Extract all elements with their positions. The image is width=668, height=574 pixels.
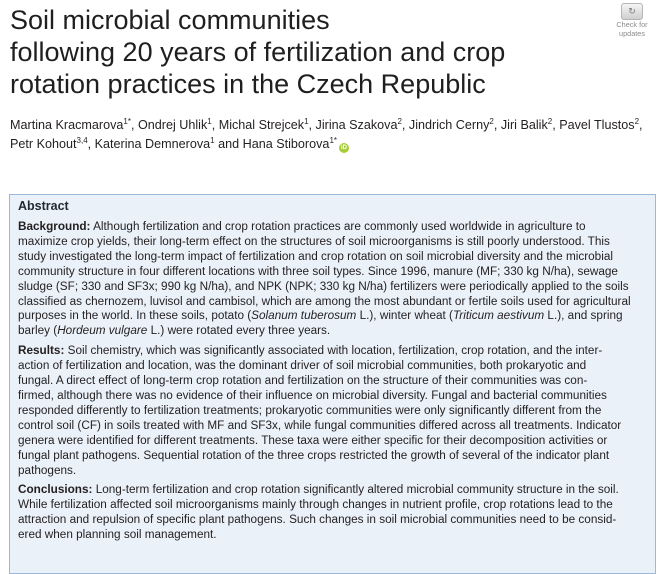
check-updates-label: Check for: [616, 20, 648, 29]
abstract-line: firmed, although there was no evidence of their influence on microbial diversity. Fungal and bacterial communities: [18, 388, 607, 402]
orcid-icon[interactable]: iD: [341, 145, 347, 151]
author-name[interactable]: Pavel Tlustos: [559, 118, 635, 132]
abstract-line: pathogens.: [18, 463, 77, 477]
abstract-line: genera were identified for different treatments. These taxa were either specific for their decomposition activities or: [18, 433, 608, 447]
check-updates-label: updates: [619, 29, 645, 38]
abstract-line: responded differently to fertilization treatments; prokaryotic communities were only significantly different from the: [18, 403, 602, 417]
abstract-line: fungal plant pathogens. Sequential rotation of the three crops restricted the growth of several of the indicator plant: [18, 448, 610, 462]
author-list: [10, 116, 660, 154]
title-line: rotation practices in the Czech Republic: [10, 69, 486, 99]
abstract-results-section: [18, 344, 654, 478]
abstract-line: purposes in the world. In these soils, potato (Solanum tuberosum L.), winter wheat (Triticum aestivum L.), and spring: [18, 309, 623, 323]
abstract-conclusions-section: [18, 483, 654, 543]
check-updates-badge-icon: ↻: [621, 3, 643, 20]
check-for-updates-button[interactable]: [612, 3, 652, 38]
author-affiliation: 1: [210, 135, 215, 145]
abstract-background-section: [18, 220, 654, 339]
author-name[interactable]: Jindrich Cerny: [408, 118, 490, 132]
abstract-line: control soil (CF) in soils treated with MF and SF3x, while fungal communities differed across all treatments. Indicator: [18, 418, 622, 432]
author-affiliation: 2: [489, 116, 494, 126]
species-name: Hordeum vulgare: [57, 324, 148, 338]
abstract-line: fungal. A direct effect of long-term crop rotation and fertilization on the structure of their communities was con-: [18, 374, 588, 388]
title-line: Soil microbial communities: [10, 5, 330, 35]
author-affiliation: 1: [304, 116, 309, 126]
author-name[interactable]: Hana Stiborova: [242, 137, 330, 151]
abstract-line: study investigated the long-term impact of fertilization and crop rotation on soil microbial diversity and the microbial: [18, 249, 613, 263]
author-name[interactable]: Jiri Balik: [500, 118, 548, 132]
abstract-line: community structure in four different locations with three soil types. Since 1996, manure (MF; 330 kg N/ha), sewage: [18, 264, 618, 278]
section-label: Results:: [18, 344, 65, 358]
author-name[interactable]: Petr Kohout: [10, 137, 77, 151]
author-affiliation: 1: [207, 116, 212, 126]
author-affiliation: 3,4: [76, 135, 88, 145]
paper-title: [10, 4, 600, 100]
abstract-body: [18, 220, 654, 548]
species-name: Solanum tuberosum: [251, 309, 357, 323]
species-name: Triticum aestivum: [452, 309, 545, 323]
author-affiliation: 2: [397, 116, 402, 126]
abstract-line: Background: Although fertilization and crop rotation practices are commonly used worldwide in agriculture to: [18, 220, 586, 233]
abstract-line: classified as chernozem, luvisol and cambisol, which are among the most abundant or fertile soils used for agricultural: [18, 294, 631, 308]
section-label: Conclusions:: [18, 483, 93, 497]
author-name[interactable]: Martina Kracmarova: [10, 118, 124, 132]
author-name[interactable]: Ondrej Uhlik: [137, 118, 208, 132]
abstract-line: maximize crop yields, their long-term effect on the structures of soil microorganisms is still poorly understood. This: [18, 234, 610, 248]
abstract-line: Results: Soil chemistry, which was significantly associated with location, fertilization, crop rotation, and the inter-: [18, 344, 603, 358]
author-name[interactable]: Michal Strejcek: [218, 118, 305, 132]
author-affiliation: 2: [634, 116, 640, 126]
section-label: Background:: [18, 220, 91, 233]
author-affiliation: 2: [547, 116, 553, 126]
abstract-line: attraction and repulsion of specific plant pathogens. Such changes in soil microbial communities need to be consid-: [18, 513, 617, 527]
abstract-line: ered when planning soil management.: [18, 528, 217, 542]
abstract-line: While fertilization affected soil microorganisms mainly through changes in nutrient profile, crop rotations lead to the: [18, 498, 613, 512]
abstract-line: barley (Hordeum vulgare L.) were rotated every three years.: [18, 324, 331, 338]
abstract-heading: Abstract: [18, 199, 69, 213]
abstract-line: Conclusions: Long-term fertilization and crop rotation significantly altered microbial community structure in the soil.: [18, 483, 619, 497]
abstract-line: action of fertilization and location, was the dominant driver of soil microbial communities, both prokaryotic and: [18, 359, 587, 373]
author-line: Martina Kracmarova$^{1*}$, Ondrej Uhlik$^1$, Michal Strejcek$^1$, Jirina Szakova$^2$, Jindrich Cerny$^2$, Jiri Balik$^2$, Pavel Tlustos$^2$,: [10, 116, 643, 132]
title-line: following 20 years of fertilization and crop: [10, 37, 506, 67]
author-name[interactable]: Katerina Demnerova: [94, 137, 211, 151]
author-name[interactable]: Jirina Szakova: [315, 118, 398, 132]
author-affiliation: 1*: [329, 135, 337, 145]
author-line: Petr Kohout$^{3,4}$, Katerina Demnerova$^1$ and Hana Stiborova$^{1*}$iD: [10, 135, 347, 151]
abstract-line: sludge (SF; 330 and SF3x; 990 kg N/ha), and NPK (NPK; 330 kg N/ha) fertilizers were periodically applied to the soils: [18, 279, 629, 293]
author-affiliation: 1*: [123, 116, 131, 126]
